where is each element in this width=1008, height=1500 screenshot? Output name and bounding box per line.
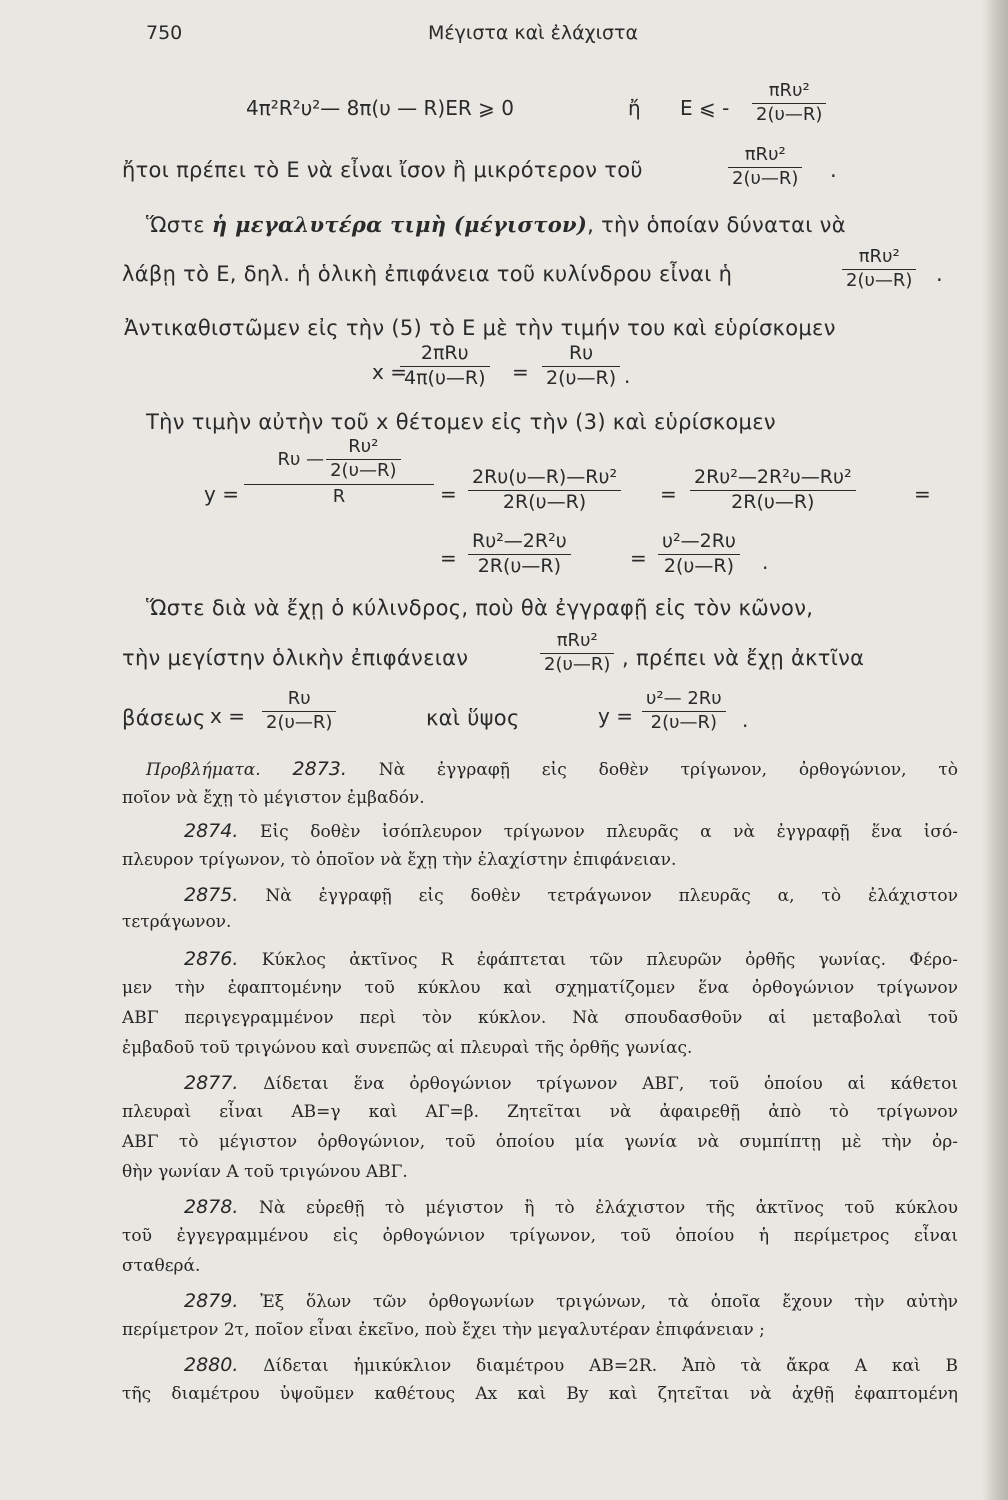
problem-2875-line-1 [184,884,958,906]
fraction-denominator: 2(υ—R) [846,269,913,291]
text-line-3: λάβῃ τὸ E, δηλ. ἡ ὁλικὴ ἐπιφάνεια τοῦ κυλίνδρου εἶναι ἡ [122,262,733,286]
fraction-denominator: 2(υ—R) [544,653,611,675]
fraction-denominator: 2R(υ—R) [502,490,587,513]
text-line-7-end: , πρέπει νὰ ἔχῃ ἀκτῖνα [622,646,865,670]
page-number: 750 [146,22,183,44]
fraction [642,688,726,734]
fraction [468,466,621,515]
fraction [262,688,336,734]
fraction-numerator: 2Rυ²—2R²υ—Rυ² [690,466,856,491]
text-line-2 [146,212,846,237]
problem-2874-line-2: πλευρον τρίγωνον, τὸ ὁποῖον νὰ ἔχῃ τὴν ἐλαχίστην ἐπιφάνειαν. [122,850,677,870]
problem-number: 2876. [184,948,239,970]
problem-text: Δίδεται ἕνα ὀρθογώνιον τρίγωνον ΑΒΓ, τοῦ ὁποίου αἱ κάθετοι [263,1074,958,1094]
text-line-4: Ἀντικαθιστῶμεν εἰς τὴν (5) τὸ E μὲ τὴν τιμήν του καὶ εὑρίσκομεν [124,316,836,340]
period: . [762,550,769,574]
problem-2877-line-2: πλευραὶ εἶναι ΑΒ=γ καὶ ΑΓ=β. Ζητεῖται νὰ ἀφαιρεθῇ ἀπὸ τὸ τρίγωνον [122,1102,958,1122]
fraction-denominator: 2(υ—R) [663,554,734,577]
text-rest: , τὴν ὁποίαν δύναται νὰ [587,213,846,237]
text-line-7: τὴν μεγίστην ὁλικὴν ἐπιφάνειαν [122,646,469,670]
compound-fraction [244,436,434,508]
problem-2876-line-3: ΑΒΓ περιγεγραμμένον περὶ τὸν κύκλον. Νὰ σπουδασθοῦν αἱ μεταβολαὶ τοῦ [122,1008,958,1028]
x-eq: x = [210,704,245,728]
problem-number: 2880. [184,1354,239,1376]
problem-2876-line-4: ἐμβαδοῦ τοῦ τριγώνου καὶ συνεπῶς αἱ πλευραὶ τῆς ὀρθῆς γωνίας. [122,1038,693,1058]
basis-label: βάσεως [122,706,206,730]
fraction-numerator: πRυ² [752,80,826,104]
inner-numerator: Rυ² [326,436,400,460]
fraction [542,342,620,391]
fraction-denominator: 2(υ—R) [266,711,333,733]
compound-denominator: R [244,484,434,508]
equals: = [440,482,457,506]
problem-text: Ἐξ ὅλων τῶν ὀρθογωνίων τριγώνων, τὰ ὁποῖα ἔχουν τὴν αὐτὴν [260,1292,958,1312]
text-line-5: Τὴν τιμὴν αὐτὴν τοῦ x θέτομεν εἰς τὴν (3) καὶ εὑρίσκομεν [146,410,776,434]
problem-2873-line-1 [146,758,958,780]
x-eq: x = [372,360,407,384]
equals: = [914,482,931,506]
inequality-lhs: 4π²R²υ²— 8π(υ — R)ER ⩾ 0 [246,96,514,120]
height-label: καὶ ὕψος [426,706,520,730]
problem-2880-line-2: τῆς διαμέτρου ὑψοῦμεν καθέτους Ax καὶ By καὶ ζητεῖται νὰ ἀχθῇ ἐφαπτομένη [122,1384,958,1404]
text-line-1: ἤτοι πρέπει τὸ E νὰ εἶναι ἴσον ἢ μικρότερον τοῦ [122,158,643,182]
problem-2876-line-2: μεν τὴν ἐφαπτομένην τοῦ κύκλου καὶ σχηματίζομεν ἕνα ὀρθογώνιον τρίγωνον [122,978,958,998]
fraction-numerator: 2Rυ(υ—R)—Rυ² [468,466,621,491]
fraction [690,466,856,515]
period: . [830,158,837,182]
fraction-numerator: Rυ²—2R²υ [468,530,571,555]
fraction-numerator: Rυ [262,688,336,712]
inner-denominator: 2(υ—R) [330,459,397,481]
problem-text: Νὰ εὑρεθῇ τὸ μέγιστον ἢ τὸ ἐλάχιστον τῆς ἀκτῖνος τοῦ κύκλου [259,1198,959,1218]
emphasis-max-value: ἡ μεγαλυτέρα τιμὴ (μέγιστον) [211,212,588,237]
compound-numerator [244,436,434,482]
fraction-denominator: 2(υ—R) [546,366,617,389]
problem-2875-line-2: τετράγωνον. [122,912,232,932]
fraction [400,342,490,391]
inequality-or: ἤ [628,96,641,120]
fraction [540,630,614,676]
fraction [658,530,740,579]
problem-2874-line-1 [184,820,958,842]
problem-number: 2879. [184,1290,239,1312]
fraction-numerator: 2πRυ [400,342,490,367]
fraction-denominator: 2(υ—R) [732,167,799,189]
problem-2873-line-2: ποῖον νὰ ἔχῃ τὸ μέγιστον ἐμβαδόν. [122,788,425,808]
problem-number: 2873. [292,758,347,780]
fraction-numerator: Rυ [542,342,620,367]
fraction-denominator: 2(υ—R) [756,103,823,125]
problem-2879-line-2: περίμετρον 2τ, ποῖον εἶναι ἐκεῖνο, ποὺ ἔχει τὴν μεγαλυτέραν ἐπιφάνειαν ; [122,1320,765,1340]
text-start: Ὥστε [146,213,212,237]
fraction-numerator: πRυ² [842,246,916,270]
problem-2876-line-1 [184,948,958,970]
problem-2877-line-3: ΑΒΓ τὸ μέγιστον ὀρθογώνιον, τοῦ ὁποίου μία γωνία νὰ συμπίπτῃ μὲ τὴν ὀρ- [122,1132,958,1152]
fraction-denominator: 4π(υ—R) [404,366,486,389]
equals: = [630,546,647,570]
fraction [752,80,826,126]
fraction [468,530,571,579]
problem-number: 2875. [184,884,239,906]
inner-fraction [326,436,400,482]
text-line-6: Ὥστε διὰ νὰ ἔχῃ ὁ κύλινδρος, ποὺ θὰ ἐγγραφῇ εἰς τὸν κῶνον, [146,596,814,620]
y-eq: y = [598,704,633,728]
problem-2877-line-4: θὴν γωνίαν Α τοῦ τριγώνου ΑΒΓ. [122,1162,408,1182]
fraction-numerator: πRυ² [728,144,802,168]
problem-number: 2877. [184,1072,239,1094]
problem-2880-line-1 [184,1354,958,1376]
fraction-numerator: υ²—2Rυ [658,530,740,555]
fraction-denominator: 2R(υ—R) [731,490,815,513]
problem-text: Νὰ ἐγγραφῇ εἰς δοθὲν τετράγωνον πλευρᾶς α, τὸ ἐλάχιστον [265,886,958,906]
fraction-numerator: πRυ² [540,630,614,654]
numerator-prefix: Rυ — [277,448,325,470]
inequality-e: E ⩽ - [680,96,730,120]
fraction-denominator: 2R(υ—R) [477,554,562,577]
page-edge-shadow [982,0,1008,1500]
y-eq: y = [204,482,239,506]
problem-text: Κύκλος ἀκτῖνος R ἐφάπτεται τῶν πλευρῶν ὀρθῆς γωνίας. Φέρο- [261,950,959,970]
equals: = [660,482,677,506]
problem-2879-line-1 [184,1290,958,1312]
period: . [936,262,943,286]
problem-2878-line-3: σταθερά. [122,1256,201,1276]
problem-text: Δίδεται ἡμικύκλιον διαμέτρου ΑΒ=2R. Ἀπὸ τὰ ἄκρα Α καὶ Β [263,1356,959,1376]
equals: = [512,360,529,384]
problem-number: 2874. [184,820,239,842]
period: . [742,708,749,732]
problems-heading: Προβλήματα. [146,760,261,780]
problem-2878-line-2: τοῦ ἐγγεγραμμένου εἰς ὀρθογώνιον τρίγωνον, τοῦ ὁποίου ἡ περίμετρος εἶναι [122,1226,958,1246]
fraction-numerator: υ²— 2Rυ [642,688,726,712]
period: . [624,364,631,388]
fraction-denominator: 2(υ—R) [650,711,718,733]
problem-2878-line-1 [184,1196,958,1218]
fraction [842,246,916,292]
equals: = [440,546,457,570]
problem-text: Εἰς δοθὲν ἰσόπλευρον τρίγωνον πλευρᾶς α νὰ ἐγγραφῇ ἕνα ἰσό- [260,822,958,842]
fraction [728,144,802,190]
running-title: Μέγιστα καὶ ἐλάχιστα [428,22,639,44]
problem-text: Νὰ ἐγγραφῇ εἰς δοθὲν τρίγωνον, ὀρθογώνιον, τὸ [378,760,959,780]
problem-number: 2878. [184,1196,239,1218]
problem-2877-line-1 [184,1072,958,1094]
